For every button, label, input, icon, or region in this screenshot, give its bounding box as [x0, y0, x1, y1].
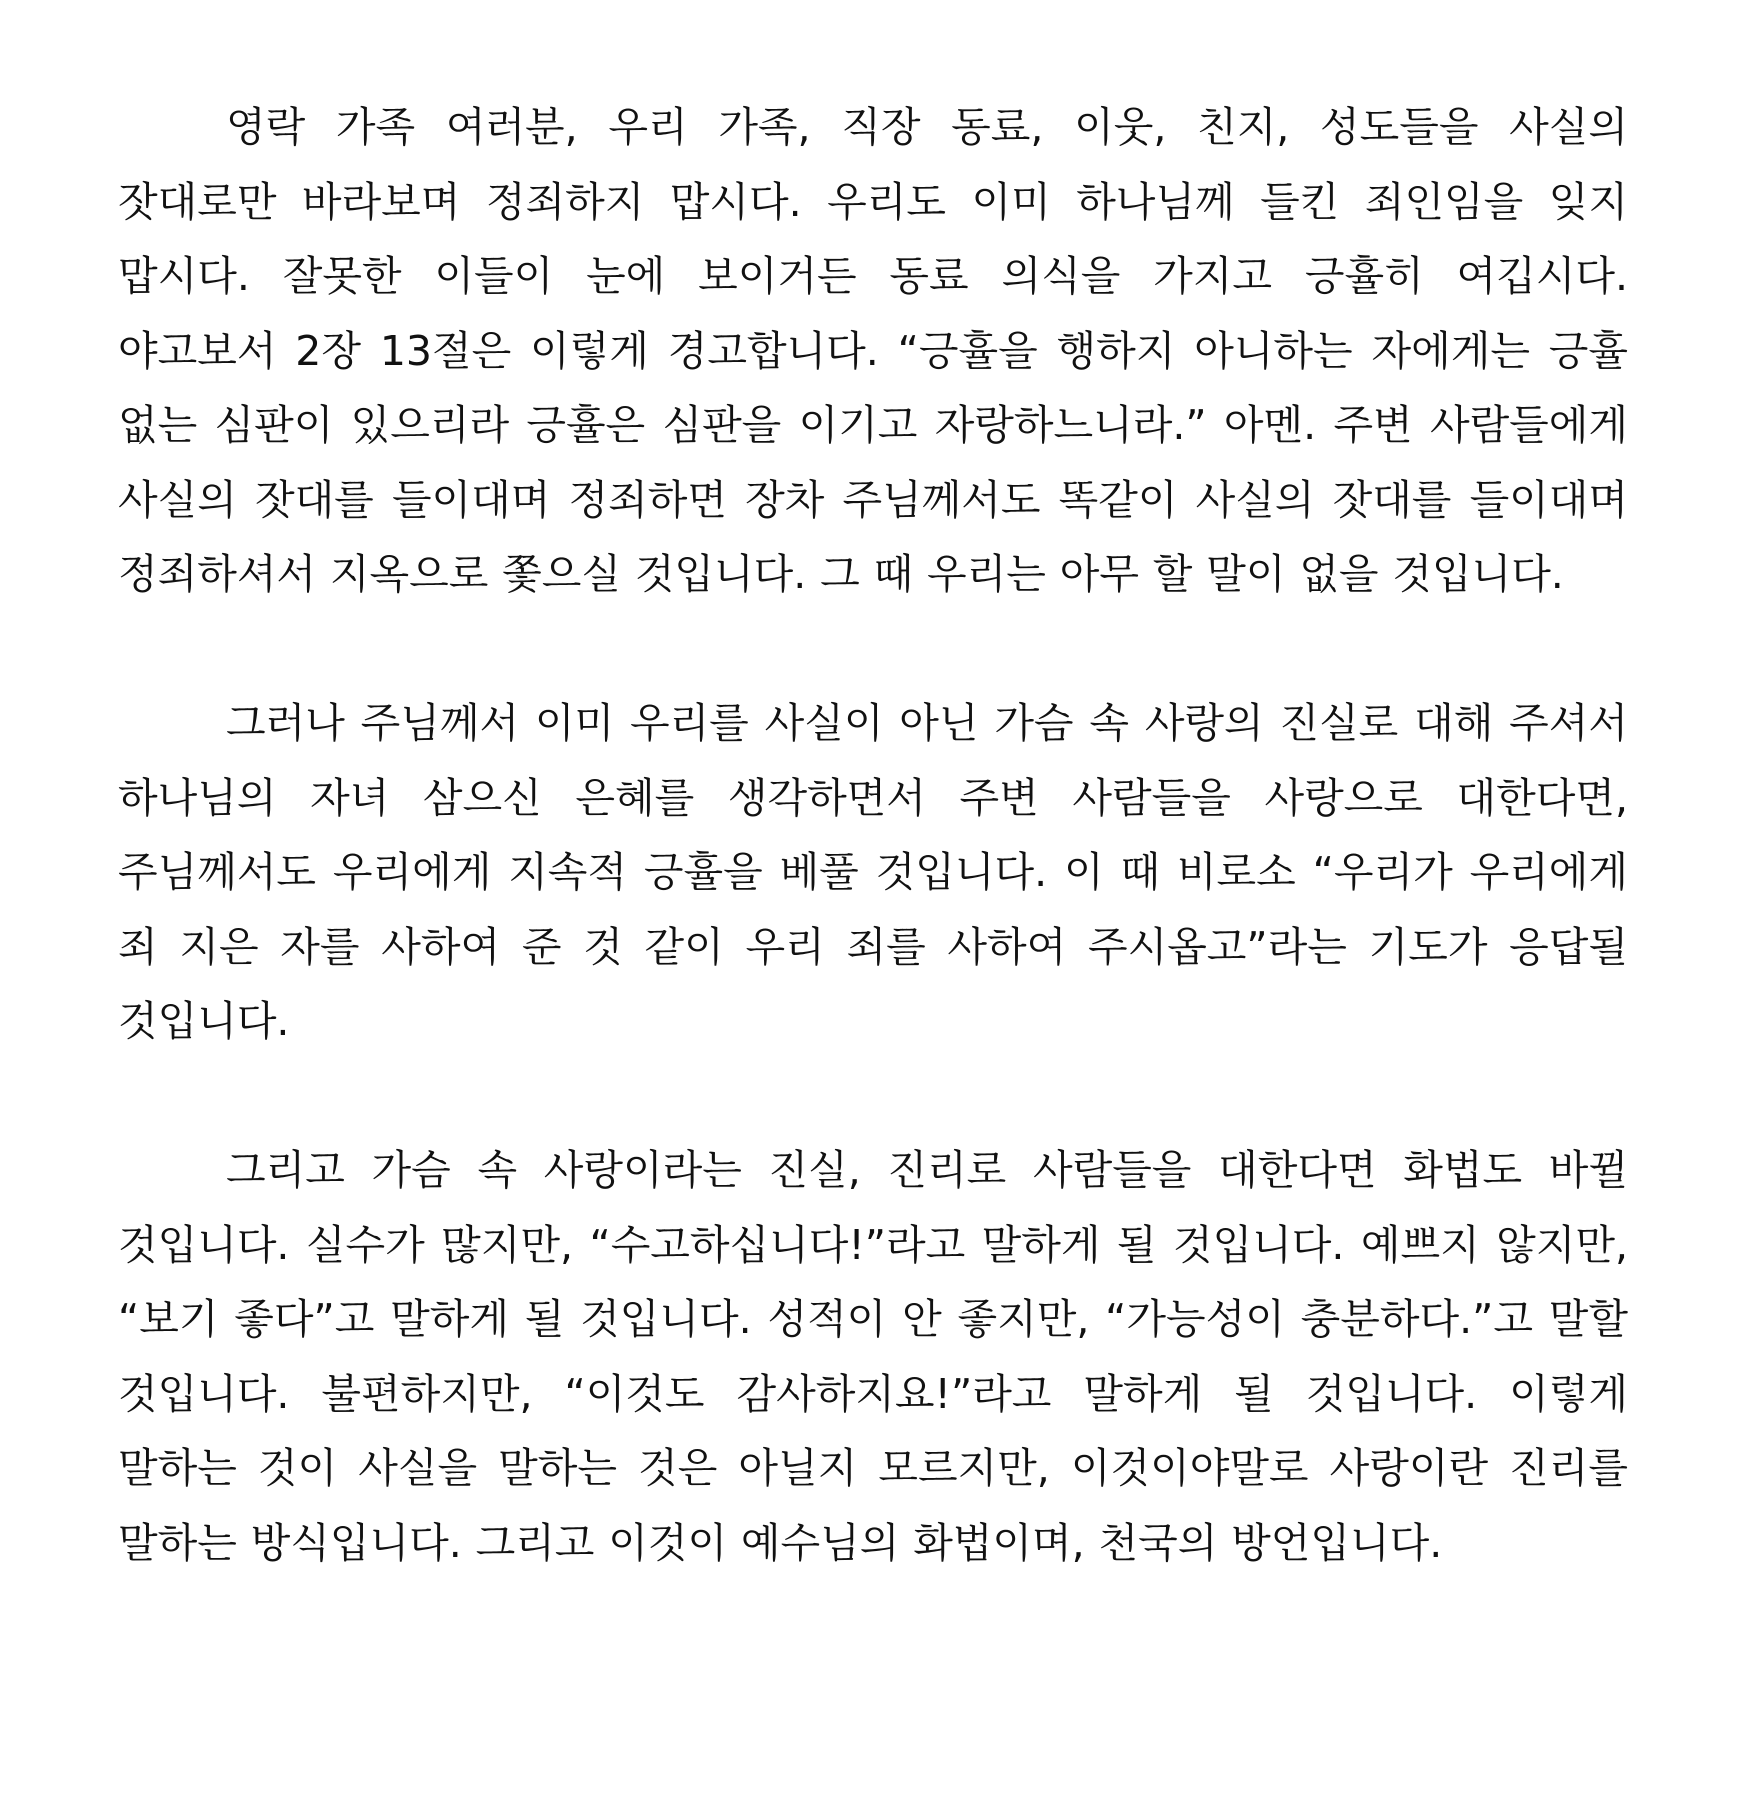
- paragraph-1: 영락 가족 여러분, 우리 가족, 직장 동료, 이웃, 친지, 성도들을 사실의 잣대로만 바라보며 정죄하지 맙시다. 우리도 이미 하나님께 들킨 죄인임을 잊지 맙시다. 잘못한 이들이 눈에 보이거든 동료 의식을 가지고 긍휼히 여깁시다. 야고보서 2장 13절은 이렇게 경고합니다. “긍휼을 행하지 아니하는 자에게는 긍휼 없는 심판이 있으리라 긍휼은 심판을 이기고 자랑하느니라.” 아멘. 주변 사람들에게 사실의 잣대를 들이대며 정죄하면 장차 주님께서도 똑같이 사실의 잣대를 들이대며 정죄하셔서 지옥으로 쫓으실 것입니다. 그 때 우리는 아무 할 말이 없을 것입니다.: [118, 103, 1628, 598]
- document-body: [118, 90, 1628, 1580]
- paragraph-2: 그러나 주님께서 이미 우리를 사실이 아닌 가슴 속 사랑의 진실로 대해 주셔서 하나님의 자녀 삼으신 은혜를 생각하면서 주변 사람들을 사랑으로 대한다면, 주님께서도 우리에게 지속적 긍휼을 베풀 것입니다. 이 때 비로소 “우리가 우리에게 죄 지은 자를 사하여 준 것 같이 우리 죄를 사하여 주시옵고”라는 기도가 응답될 것입니다.: [118, 699, 1628, 1045]
- paragraph-3: 그리고 가슴 속 사랑이라는 진실, 진리로 사람들을 대한다면 화법도 바뀔 것입니다. 실수가 많지만, “수고하십니다!”라고 말하게 될 것입니다. 예쁘지 않지만, “보기 좋다”고 말하게 될 것입니다. 성적이 안 좋지만, “가능성이 충분하다.”고 말할 것입니다. 불편하지만, “이것도 감사하지요!”라고 말하게 될 것입니다. 이렇게 말하는 것이 사실을 말하는 것은 아닐지 모르지만, 이것이야말로 사랑이란 진리를 말하는 방식입니다. 그리고 이것이 예수님의 화법이며, 천국의 방언입니다.: [118, 1146, 1628, 1567]
